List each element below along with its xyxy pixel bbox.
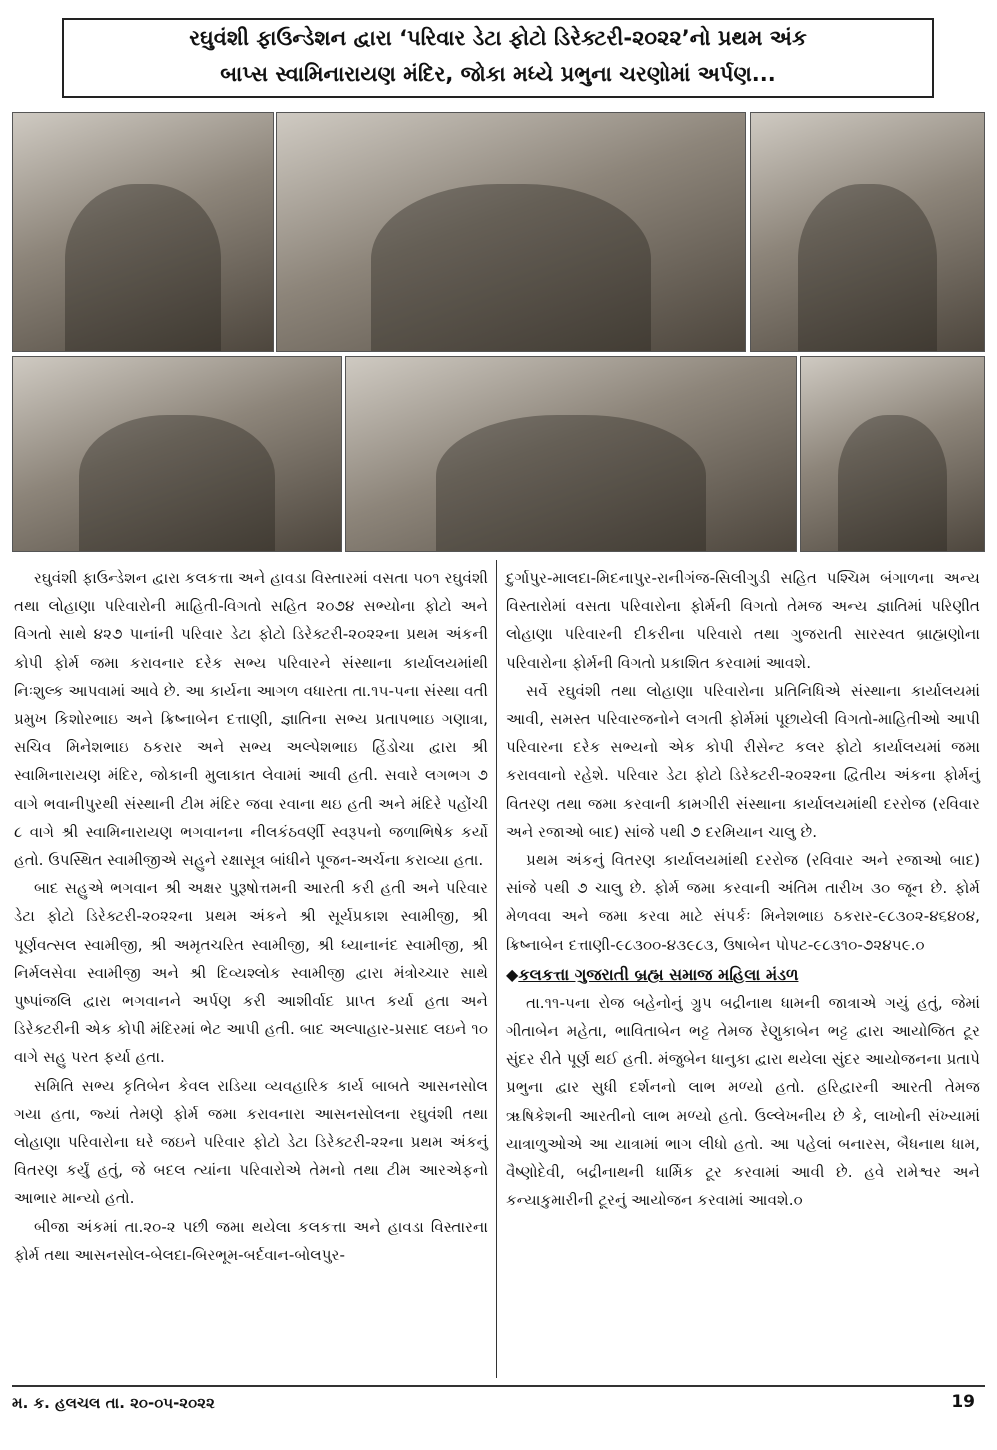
photo-three-men-with-book — [12, 356, 342, 552]
section-heading — [506, 961, 980, 989]
paragraph: બીજા અંકમાં તા.૨૦-૨ પછી જમા થયેલા કલકત્તા અને હાવડા વિસ્તારના ફોર્મ તથા આસનસોલ-બેલદા-બિરભૂમ-બર્દવાન-બોલપુર- — [14, 1217, 488, 1264]
paragraph: બાદ સહુએ ભગવાન શ્રી અક્ષર પુરૂષોત્તમની આરતી કરી હતી અને પરિવાર ડેટા ફોટો ડિરેક્ટરી-૨૦૨૨ના પ્રથમ અંકને શ્રી સૂર્યપ્રકાશ સ્વામીજી, શ્રી પૂર્ણવત્સલ સ્વામીજી, શ્રી અમૃતચરિત સ્વામીજી, શ્રી ધ્યાનાનંદ સ્વામીજી, શ્રી નિર્મલસેવા સ્વામીજી અને શ્રી દિવ્યશ્લોક સ્વામીજી દ્વારા મંત્રોચ્ચાર સાથે પુષ્પાંજલિ દ્વારા ભગવાનને અર્પણ કરી આશીર્વાદ પ્રાપ્ત કર્યા હતા અને ડિરેક્ટરીની એક કોપી મંદિરમાં ભેટ આપી હતી. બાદ અલ્પાહાર-પ્રસાદ લઇને ૧૦ વાગે સહુ પરત ફર્યા હતા. — [14, 879, 488, 1067]
paragraph: પ્રથમ અંકનું વિતરણ કાર્યાલયમાંથી દરરોજ (રવિવાર અને રજાઓ બાદ) સાંજે ૫થી ૭ ચાલુ છે. ફોર્મ જમા કરવાની અંતિમ તારીખ ૩૦ જૂન છે. ફોર્મ મેળવવા અને જમા કરવા માટે સંપર્કઃ મિનેશભાઇ ઠકરાર-૯૮૩૦૨-૪૬૪૦૪, ક્રિષ્નાબેન દત્તાણી-૯૮૩૦૦-૪૩૯૮૩, ઉષાબેન પોપટ-૯૮૩૧૦-૭૨૪૫૯.૦ — [506, 851, 980, 954]
headline-line-1: રઘુવંશી ફાઉન્ડેશન દ્વારા ‘પરિવાર ડેટા ફોટો ડિરેક્ટરી-૨૦૨૨’નો પ્રથમ અંક — [189, 26, 807, 50]
diamond-bullet-icon: ◆ — [506, 964, 519, 984]
footer-publication-date: મ. ક. હલચલ તા. ૨૦-૦૫-૨૦૨૨ — [12, 1394, 215, 1412]
column-divider — [496, 560, 497, 1378]
photo-team-at-temple — [345, 356, 797, 552]
paragraph: સર્વે રઘુવંશી તથા લોહાણા પરિવારોના પ્રતિનિધિએ સંસ્થાના કાર્યાલયમાં આવી, સમસ્ત પરિવારજનોને લગતી ફોર્મમાં પૂછાયેલી વિગતો-માહિતીઓ આપી પરિવારના દરેક સભ્યનો એક કોપી રીસેન્ટ કલર ફોટો કાર્યાલયમાં જમા કરાવવાનો રહેશે. પરિવાર ડેટા ફોટો ડિરેક્ટરી-૨૦૨૨ના દ્વિતીય અંકના ફોર્મનું વિતરણ તથા જમા કરવાની કામગીરી સંસ્થાના કાર્યાલયમાંથી દરરોજ (રવિવાર અને રજાઓ બાદ) સાંજે ૫થી ૭ દરમિયાન ચાલુ છે. — [506, 681, 980, 841]
photo-temple-presentation — [276, 112, 746, 352]
headline-box — [62, 18, 934, 98]
photo-two-women-with-book — [800, 356, 985, 552]
footer-rule — [12, 1385, 985, 1387]
paragraph: સમિતિ સભ્ય કૃતિબેન કેવલ રાડિયા વ્યવહારિક કાર્ય બાબતે આસનસોલ ગયા હતા, જ્યાં તેમણે ફોર્મ જમા કરાવનારા આસનસોલના રઘુવંશી તથા લોહાણા પરિવારોના ઘરે જઇને પરિવાર ફોટો ડેટા ડિરેક્ટરી-૨૨ના પ્રથમ અંકનું વિતરણ કર્યું હતું, જે બદલ ત્યાંના પરિવારોએ તેમનો તથા ટીમ આરએફનો આભાર માન્યો હતો. — [14, 1076, 488, 1208]
paragraph: તા.૧૧-૫ના રોજ બહેનોનું ગ્રુપ બદ્રીનાથ ધામની જાત્રાએ ગયું હતું, જેમાં ગીતાબેન મહેતા, ભાવિતાબેન ભટ્ટ તેમજ રેણુકાબેન ભટ્ટ દ્વારા આયોજિત ટૂર સુંદર રીતે પૂર્ણ થઈ હતી. મંજુબેન ધાનુકા દ્વારા થયેલા સુંદર આયોજનના પ્રતાપે પ્રભુના દ્વાર સુધી દર્શનનો લાભ મળ્યો હતો. હરિદ્વારની આરતી તેમજ ૠષિકેશની આરતીનો લાભ મળ્યો હતો. ઉલ્લેખનીય છે કે, લાખોની સંખ્યામાં યાત્રાળુઓએ આ યાત્રામાં ભાગ લીધો હતો. આ પહેલાં બનારસ, બૈધનાથ ધામ, વૈષ્ણોદેવી, બદ્રીનાથની ધાર્મિક ટૂર કરવામાં આવી છે. હવે રામેશ્વર અને કન્યાકુમારીની ટૂરનું આયોજન કરવામાં આવશે.૦ — [506, 993, 980, 1210]
right-article-column — [506, 564, 980, 1214]
headline-line-2: બાપ્સ સ્વામિનારાયણ મંદિર, જોકા મધ્યે પ્રભુના ચરણોમાં અર્પણ... — [220, 62, 776, 86]
section-heading-text: કલકત્તા ગુજરાતી બ્રહ્મ સમાજ મહિલા મંડળ — [518, 964, 799, 984]
page-number: 19 — [951, 1392, 975, 1412]
paragraph: રઘુવંશી ફાઉન્ડેશન દ્વારા કલકત્તા અને હાવડા વિસ્તારમાં વસતા ૫૦૧ રઘુવંશી તથા લોહાણા પરિવારોની માહિતી-વિગતો સહિત ૨૦૭૪ સભ્યોના ફોટો અને વિગતો સાથે ૪૨૭ પાનાંની પરિવાર ડેટા ફોટો ડિરેક્ટરી-૨૦૨૨ના પ્રથમ અંકની કોપી ફોર્મ જમા કરાવનાર દરેક સભ્ય પરિવારને સંસ્થાના કાર્યાલયમાંથી નિઃશુલ્ક આપવામાં આવે છે. આ કાર્યના આગળ વધારતા તા.૧૫-૫ના સંસ્થા વતી પ્રમુખ કિશોરભાઇ અને ક્રિષ્નાબેન દત્તાણી, જ્ઞાતિના સભ્ય પ્રતાપભાઇ ગણાત્રા, સચિવ મિનેશભાઇ ઠકરાર અને સભ્ય અલ્પેશભાઇ હિંડોચા દ્વારા શ્રી સ્વામિનારાયણ મંદિર, જોકાની મુલાકાત લેવામાં આવી હતી. સવારે લગભગ ૭ વાગે ભવાનીપુરથી સંસ્થાની ટીમ મંદિર જવા રવાના થઇ હતી અને મંદિરે પહોંચી ૮ વાગે શ્રી સ્વામિનારાયણ ભગવાનના નીલકંઠવર્ણી સ્વરૂપનો જળાભિષેક કર્યો હતો. ઉપસ્થિત સ્વામીજીએ સહુને રક્ષાસૂત્ર બાંધીને પૂજન-અર્ચના કરાવ્યા હતા. — [14, 569, 488, 870]
left-article-column — [14, 564, 488, 1269]
photo-abhishek-ritual — [750, 112, 985, 352]
paragraph: દુર્ગાપુર-માલદા-મિદનાપુર-રાનીગંજ-સિલીગુડી સહિત પશ્ચિમ બંગાળના અન્ય વિસ્તારોમાં વસતા પરિવારોના ફોર્મની વિગતો તેમજ અન્ય જ્ઞાતિમાં પરિણીત લોહાણા પરિવારની દીકરીના પરિવારો તથા ગુજરાતી સારસ્વત બ્રાહ્મણોના પરિવારોના ફોર્મની વિગતો પ્રકાશિત કરવામાં આવશે. — [506, 569, 980, 672]
photo-book-presentation-1 — [12, 112, 274, 352]
